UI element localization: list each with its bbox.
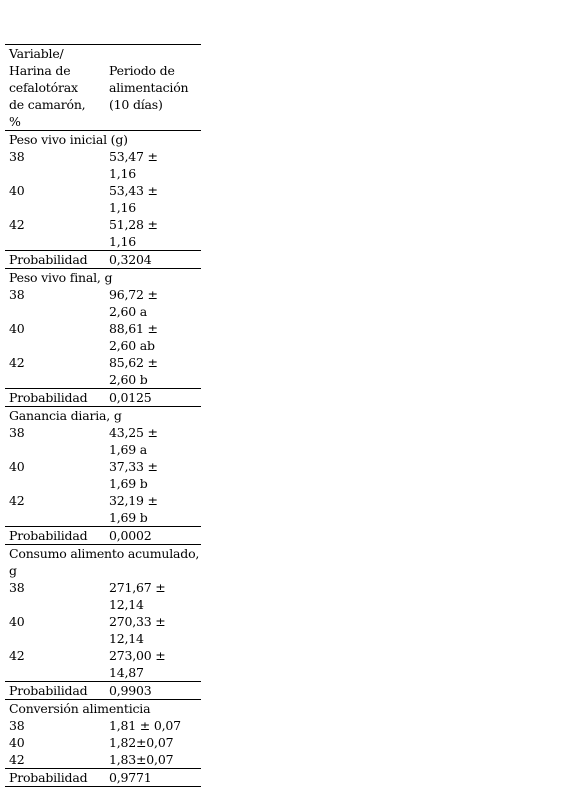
- probability-label: Probabilidad: [5, 682, 105, 700]
- value-cell: 273,00 ± 14,87: [109, 648, 166, 680]
- table-row: [5, 734, 201, 751]
- table-header-row: [5, 45, 201, 131]
- level-cell: 42: [9, 355, 25, 370]
- level-cell: 40: [9, 459, 25, 474]
- table-row: [5, 458, 201, 492]
- value-cell: 53,43 ± 1,16: [109, 183, 158, 215]
- probability-row: [5, 389, 201, 407]
- results-table: [5, 44, 201, 787]
- level-cell: 40: [9, 321, 25, 336]
- level-cell: 40: [9, 735, 25, 750]
- table-row: [5, 216, 201, 251]
- group-title-row: [5, 700, 201, 718]
- probability-value: 0,0125: [105, 389, 201, 407]
- level-cell: 42: [9, 752, 25, 767]
- value-cell: 1,82±0,07: [109, 735, 174, 750]
- level-cell: 42: [9, 648, 25, 663]
- level-cell: 38: [9, 425, 25, 440]
- group-title: Peso vivo final, g: [9, 270, 113, 285]
- value-cell: 43,25 ± 1,69 a: [109, 425, 158, 457]
- value-cell: 271,67 ± 12,14: [109, 580, 166, 612]
- level-cell: 38: [9, 718, 25, 733]
- level-cell: 38: [9, 149, 25, 164]
- results-table-body: [5, 45, 201, 787]
- value-cell: 85,62 ± 2,60 b: [109, 355, 158, 387]
- table-row: [5, 354, 201, 389]
- level-cell: 42: [9, 217, 25, 232]
- value-cell: 53,47 ± 1,16: [109, 149, 158, 181]
- table-row: [5, 751, 201, 769]
- group-title: Conversión alimenticia: [9, 701, 151, 716]
- group-title-row: [5, 269, 201, 287]
- group-title: Consumo alimento acumulado, g: [9, 546, 200, 578]
- level-cell: 42: [9, 493, 25, 508]
- header-period: Periodo de alimentación (10 días): [105, 45, 201, 131]
- value-cell: 96,72 ± 2,60 a: [109, 287, 158, 319]
- table-row: [5, 492, 201, 527]
- probability-row: [5, 682, 201, 700]
- table-row: [5, 320, 201, 354]
- group-title-row: [5, 545, 201, 580]
- level-cell: 40: [9, 183, 25, 198]
- value-cell: 1,83±0,07: [109, 752, 174, 767]
- level-cell: 38: [9, 580, 25, 595]
- value-cell: 51,28 ± 1,16: [109, 217, 158, 249]
- group-title: Ganancia diaria, g: [9, 408, 122, 423]
- probability-label: Probabilidad: [5, 389, 105, 407]
- value-cell: 37,33 ± 1,69 b: [109, 459, 158, 491]
- header-variable: Variable/ Harina de cefalotórax de camarón, %: [5, 45, 105, 131]
- probability-row: [5, 769, 201, 787]
- table-row: [5, 148, 201, 182]
- table-row: [5, 424, 201, 458]
- probability-label: Probabilidad: [5, 251, 105, 269]
- table-row: [5, 579, 201, 613]
- value-cell: 32,19 ± 1,69 b: [109, 493, 158, 525]
- probability-row: [5, 527, 201, 545]
- value-cell: 1,81 ± 0,07: [109, 718, 181, 733]
- table-row: [5, 647, 201, 682]
- probability-value: 0,9903: [105, 682, 201, 700]
- table-row: [5, 613, 201, 647]
- probability-label: Probabilidad: [5, 769, 105, 787]
- probability-row: [5, 251, 201, 269]
- level-cell: 40: [9, 614, 25, 629]
- probability-label: Probabilidad: [5, 527, 105, 545]
- group-title-row: [5, 407, 201, 425]
- table-row: [5, 182, 201, 216]
- probability-value: 0,0002: [105, 527, 201, 545]
- probability-value: 0,3204: [105, 251, 201, 269]
- table-row: [5, 286, 201, 320]
- group-title: Peso vivo inicial (g): [9, 132, 128, 147]
- value-cell: 270,33 ± 12,14: [109, 614, 166, 646]
- table-row: [5, 717, 201, 734]
- level-cell: 38: [9, 287, 25, 302]
- probability-value: 0,9771: [105, 769, 201, 787]
- group-title-row: [5, 131, 201, 149]
- value-cell: 88,61 ± 2,60 ab: [109, 321, 158, 353]
